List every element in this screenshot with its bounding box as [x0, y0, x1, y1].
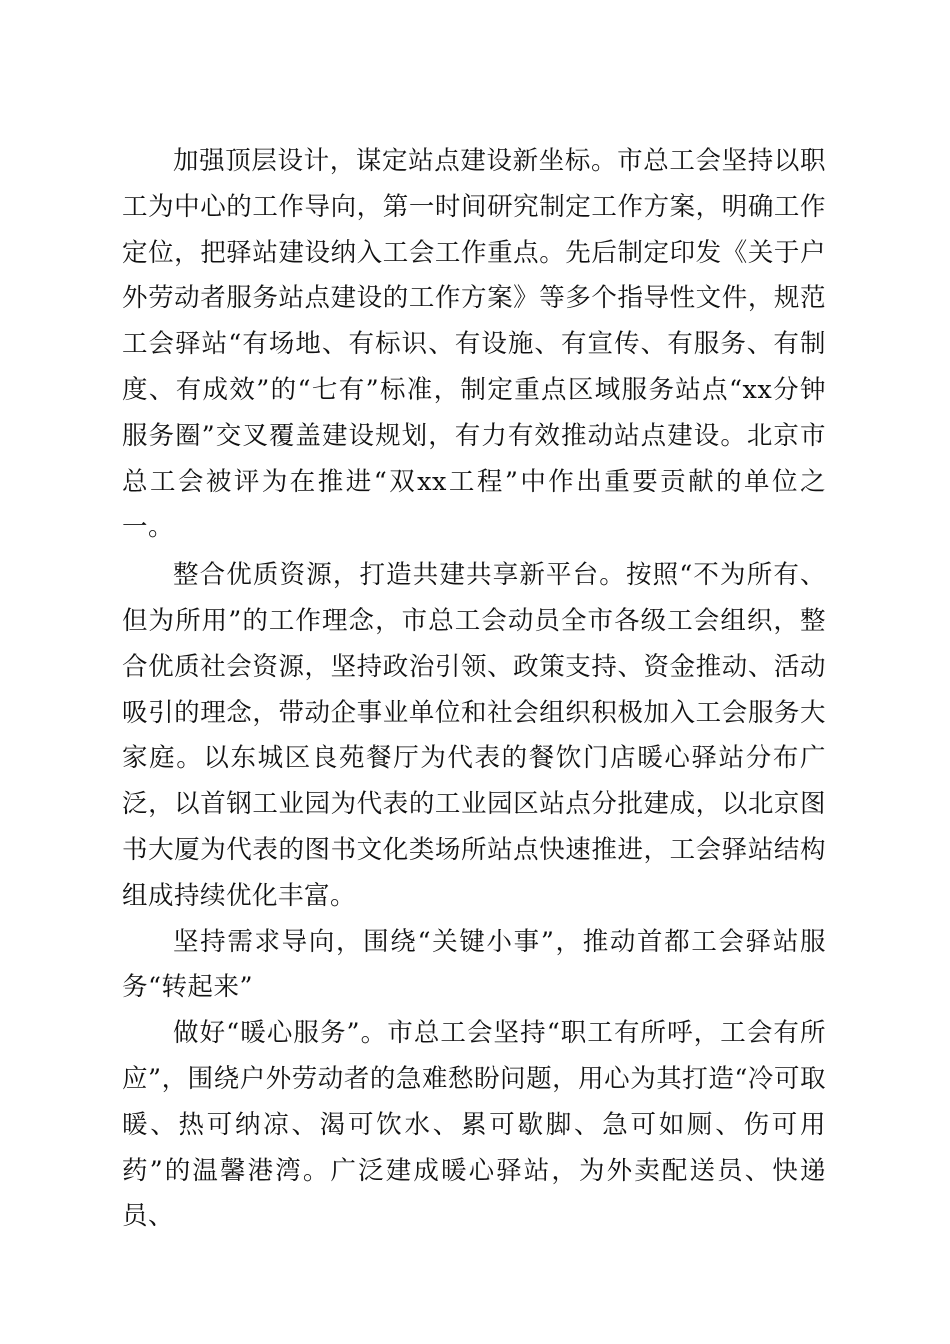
- document-body: [122, 139, 826, 1240]
- paragraph-top-level-design: 加强顶层设计，谋定站点建设新坐标。市总工会坚持以职工为中心的工作导向，第一时间研究制定工作方案，明确工作定位，把驿站建设纳入工会工作重点。先后制定印发《关于户外劳动者服务站点建设的工作方案》等多个指导性文件，规范工会驿站“有场地、有标识、有设施、有宣传、有服务、有制度、有成效”的“七有”标准，制定重点区域服务站点“xx分钟服务圈”交叉覆盖建设规划，有力有效推动站点建设。北京市总工会被评为在推进“双xx工程”中作出重要贡献的单位之一。: [122, 146, 826, 543]
- paragraph-section-heading: 坚持需求导向，围绕“关键小事”，推动首都工会驿站服务“转起来”: [122, 926, 826, 1003]
- paragraph-integrate-resources: 整合优质资源，打造共建共享新平台。按照“不为所有、但为所用”的工作理念，市总工会动员全市各级工会组织，整合优质社会资源，坚持政治引领、政策支持、资金推动、活动吸引的理念，带动企事业单位和社会组织积极加入工会服务大家庭。以东城区良苑餐厅为代表的餐饮门店暖心驿站分布广泛，以首钢工业园为代表的工业园区站点分批建成，以北京图书大厦为代表的图书文化类场所站点快速推进，工会驿站结构组成持续优化丰富。: [122, 560, 826, 911]
- paragraph-warm-service: 做好“暖心服务”。市总工会坚持“职工有所呼，工会有所应”，围绕户外劳动者的急难愁盼问题，用心为其打造“冷可取暖、热可纳凉、渴可饮水、累可歇脚、急可如厕、伤可用药”的温馨港湾。广泛建成暖心驿站，为外卖配送员、快递员、: [122, 1018, 826, 1232]
